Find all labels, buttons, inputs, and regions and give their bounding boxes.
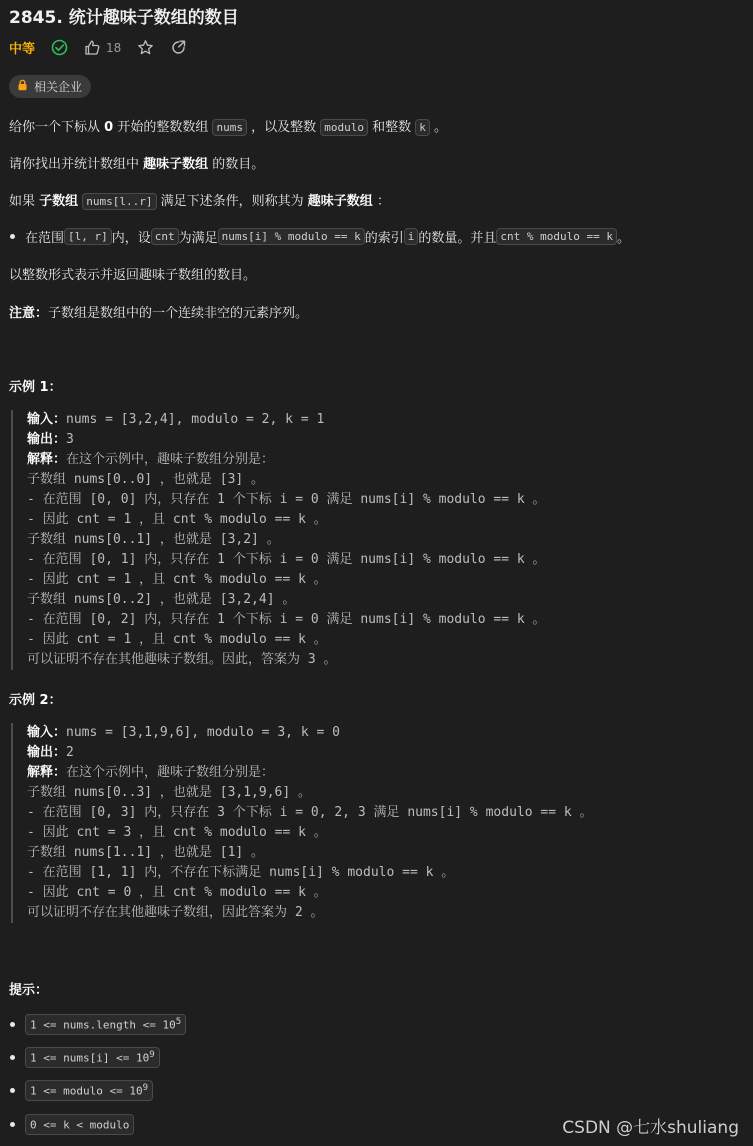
inline-code: cnt % modulo == k bbox=[496, 228, 617, 245]
constraint-exponent: 5 bbox=[175, 1017, 182, 1027]
inline-code: nums[i] % modulo == k bbox=[218, 228, 365, 245]
example-line: - 因此 cnt = 3 ，且 cnt % modulo == k 。 bbox=[27, 825, 327, 840]
output-value: 3 bbox=[66, 432, 74, 447]
lock-icon bbox=[17, 79, 28, 94]
inline-code: cnt bbox=[151, 228, 179, 245]
constraint-item bbox=[9, 1080, 153, 1101]
example-line: 可以证明不存在其他趣味子数组，因此答案为 2 。 bbox=[27, 905, 324, 920]
example-line: - 在范围 [1, 1] 内，不存在下标满足 nums[i] % modulo == k 。 bbox=[27, 865, 455, 880]
bold-text: 趣味子数组 bbox=[307, 194, 373, 209]
example-line: 子数组 nums[0..1] ，也就是 [3,2] 。 bbox=[27, 532, 280, 547]
bullet-dot bbox=[10, 1022, 15, 1027]
example-input-line bbox=[27, 723, 593, 743]
example-line: 可以证明不存在其他趣味子数组。因此，答案为 3 。 bbox=[27, 652, 337, 667]
star-icon[interactable] bbox=[137, 39, 154, 56]
problem-meta-bar bbox=[9, 38, 187, 57]
thumbs-up-icon bbox=[84, 39, 101, 56]
example-2-block bbox=[11, 723, 593, 923]
description-paragraph-3 bbox=[9, 190, 390, 209]
bullet-dot bbox=[10, 1122, 15, 1127]
constraint-item bbox=[9, 1114, 134, 1135]
condition-bullet bbox=[9, 227, 630, 246]
constraint-text: 1 <= nums.length <= 10 bbox=[30, 1018, 176, 1032]
text: ： bbox=[372, 194, 390, 209]
example-line: - 因此 cnt = 1 ，且 cnt % modulo == k 。 bbox=[27, 512, 327, 527]
input-label: 输入： bbox=[27, 725, 67, 740]
inline-code: i bbox=[404, 228, 419, 245]
output-label: 输出： bbox=[27, 432, 67, 447]
example-line: - 在范围 [0, 0] 内，只存在 1 个下标 i = 0 满足 nums[i] % modulo == k 。 bbox=[27, 492, 546, 507]
check-circle-icon bbox=[51, 39, 68, 56]
text: 的索引 bbox=[364, 231, 404, 246]
note-label: 注意： bbox=[9, 306, 49, 321]
example-line: - 在范围 [0, 3] 内，只存在 3 个下标 i = 0, 2, 3 满足 nums[i] % modulo == k 。 bbox=[27, 805, 593, 820]
inline-code: k bbox=[415, 119, 430, 136]
text: 为满足 bbox=[178, 231, 218, 246]
output-value: 2 bbox=[66, 745, 74, 760]
text: 的数目。 bbox=[208, 157, 265, 172]
example-explain-line bbox=[27, 763, 593, 783]
example-explain-line bbox=[27, 450, 546, 470]
text: 。 bbox=[617, 231, 631, 246]
example-line: 子数组 nums[0..0] ，也就是 [3] 。 bbox=[27, 472, 265, 487]
example-output-line bbox=[27, 430, 546, 450]
text: 在范围 bbox=[25, 231, 65, 246]
explain-label: 解释： bbox=[27, 452, 67, 467]
watermark: CSDN @七水shuliang bbox=[562, 1118, 739, 1138]
text: 请你找出并统计数组中 bbox=[9, 157, 144, 172]
constraint-text: 1 <= nums[i] <= 10 bbox=[30, 1051, 150, 1065]
description-paragraph-4: 以整数形式表示并返回趣味子数组的数目。 bbox=[9, 268, 257, 283]
problem-title: 2845. 统计趣味子数组的数目 bbox=[9, 8, 239, 28]
share-icon[interactable] bbox=[170, 39, 187, 56]
example-line: 子数组 nums[1..1] ，也就是 [1] 。 bbox=[27, 845, 265, 860]
constraint-text: 1 <= modulo <= 10 bbox=[30, 1084, 143, 1098]
constraint-item bbox=[9, 1014, 186, 1035]
bullet-dot bbox=[10, 234, 15, 239]
bold-text: 0 bbox=[104, 120, 114, 135]
example-line: 子数组 nums[0..2] ，也就是 [3,2,4] 。 bbox=[27, 592, 296, 607]
text: 内，设 bbox=[111, 231, 151, 246]
example-line: - 因此 cnt = 0 ，且 cnt % modulo == k 。 bbox=[27, 885, 327, 900]
description-paragraph-1 bbox=[9, 116, 447, 135]
inline-code: [l, r] bbox=[64, 228, 112, 245]
inline-code: nums bbox=[212, 119, 247, 136]
like-count: 18 bbox=[106, 40, 122, 55]
inline-code bbox=[25, 1014, 186, 1035]
constraint-exponent: 9 bbox=[149, 1050, 155, 1060]
inline-code bbox=[25, 1047, 160, 1068]
bold-text: 子数组 bbox=[39, 194, 79, 209]
example-line: 子数组 nums[0..3] ，也就是 [3,1,9,6] 。 bbox=[27, 785, 312, 800]
constraint-exponent: 9 bbox=[142, 1083, 149, 1093]
example-line: - 因此 cnt = 1 ，且 cnt % modulo == k 。 bbox=[27, 572, 327, 587]
text: 满足下述条件，则称其为 bbox=[156, 194, 308, 209]
explain-label: 解释： bbox=[27, 765, 67, 780]
text: 如果 bbox=[9, 194, 40, 209]
input-value: nums = [3,2,4], modulo = 2, k = 1 bbox=[66, 412, 325, 427]
example-1-heading: 示例 1： bbox=[9, 380, 62, 395]
text: 。 bbox=[429, 120, 447, 135]
difficulty-badge: 中等 bbox=[9, 42, 36, 57]
constraint-text: 0 <= k < modulo bbox=[30, 1118, 130, 1132]
example-output-line bbox=[27, 743, 593, 763]
output-label: 输出： bbox=[27, 745, 67, 760]
text: ，以及整数 bbox=[246, 120, 321, 135]
explain-value: 在这个示例中，趣味子数组分别是： bbox=[66, 452, 275, 467]
inline-code: modulo bbox=[320, 119, 368, 136]
example-line: - 在范围 [0, 2] 内，只存在 1 个下标 i = 0 满足 nums[i] % modulo == k 。 bbox=[27, 612, 546, 627]
text: 的数量。并且 bbox=[418, 231, 497, 246]
text: 开始的整数数组 bbox=[113, 120, 213, 135]
inline-code: nums[l..r] bbox=[82, 193, 156, 210]
description-paragraph-2 bbox=[9, 153, 264, 172]
inline-code bbox=[25, 1114, 134, 1135]
explain-value: 在这个示例中，趣味子数组分别是： bbox=[66, 765, 275, 780]
bold-text: 趣味子数组 bbox=[143, 157, 209, 172]
inline-code bbox=[25, 1080, 153, 1101]
tag-label: 相关企业 bbox=[34, 80, 83, 94]
constraints-heading: 提示： bbox=[9, 983, 49, 998]
example-input-line bbox=[27, 410, 546, 430]
bullet-dot bbox=[10, 1055, 15, 1060]
example-2-heading: 示例 2： bbox=[9, 693, 62, 708]
related-companies-tag[interactable] bbox=[9, 75, 91, 98]
text: 给你一个下标从 bbox=[9, 120, 105, 135]
constraint-item bbox=[9, 1047, 160, 1068]
input-label: 输入： bbox=[27, 412, 67, 427]
bullet-dot bbox=[10, 1088, 15, 1093]
note-text: 子数组是数组中的一个连续非空的元素序列。 bbox=[48, 306, 309, 321]
note-paragraph bbox=[9, 302, 308, 321]
example-line: - 在范围 [0, 1] 内，只存在 1 个下标 i = 0 满足 nums[i] % modulo == k 。 bbox=[27, 552, 546, 567]
text: 和整数 bbox=[367, 120, 416, 135]
example-line: - 因此 cnt = 1 ，且 cnt % modulo == k 。 bbox=[27, 632, 327, 647]
input-value: nums = [3,1,9,6], modulo = 3, k = 0 bbox=[66, 725, 340, 740]
like-button[interactable] bbox=[84, 39, 121, 56]
example-1-block bbox=[11, 410, 546, 670]
